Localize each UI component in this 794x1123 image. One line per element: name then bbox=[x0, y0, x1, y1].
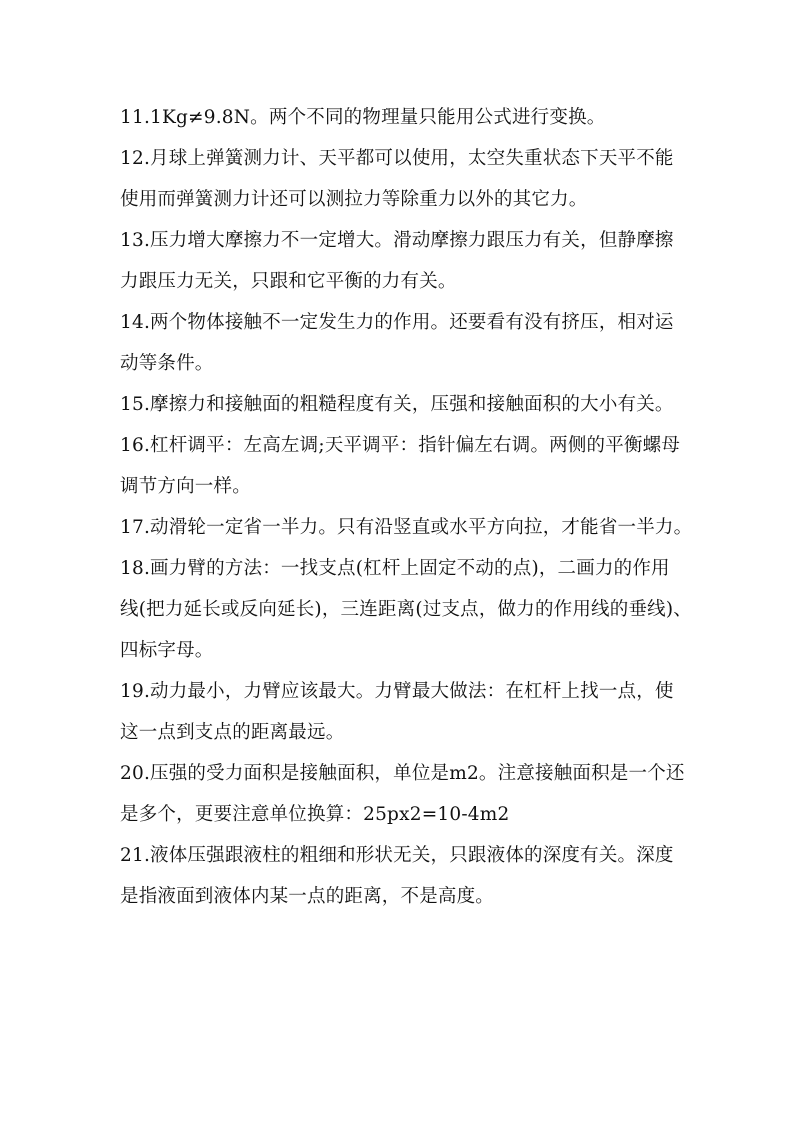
text-line-14b: 动等条件。 bbox=[120, 353, 214, 374]
text-line-13a: 13.压力增大摩擦力不一定增大。滑动摩擦力跟压力有关，但静摩擦 bbox=[120, 230, 674, 251]
text-line-18a: 18.画力臂的方法：一找支点(杠杆上固定不动的点)，二画力的作用 bbox=[120, 558, 670, 579]
text-line-12a: 12.月球上弹簧测力计、天平都可以使用，太空失重状态下天平不能 bbox=[120, 148, 674, 169]
text-line-12b: 使用而弹簧测力计还可以测拉力等除重力以外的其它力。 bbox=[120, 189, 588, 210]
text-line-18b: 线(把力延长或反向延长)，三连距离(过支点，做力的作用线的垂线)、 bbox=[120, 599, 692, 620]
text-line-15: 15.摩擦力和接触面的粗糙程度有关，压强和接触面积的大小有关。 bbox=[120, 394, 674, 415]
text-line-20a: 20.压强的受力面积是接触面积，单位是m2。注意接触面积是一个还 bbox=[120, 763, 685, 784]
text-line-20b: 是多个，更要注意单位换算：25px2=10-4m2 bbox=[120, 804, 510, 825]
text-line-13b: 力跟压力无关，只跟和它平衡的力有关。 bbox=[120, 271, 457, 292]
text-line-21b: 是指液面到液体内某一点的距离，不是高度。 bbox=[120, 886, 495, 907]
text-line-16b: 调节方向一样。 bbox=[120, 476, 251, 497]
text-line-21a: 21.液体压强跟液柱的粗细和形状无关，只跟液体的深度有关。深度 bbox=[120, 845, 674, 866]
text-line-18c: 四标字母。 bbox=[120, 640, 214, 661]
text-line-19a: 19.动力最小，力臂应该最大。力臂最大做法：在杠杆上找一点，使 bbox=[120, 681, 674, 702]
text-line-19b: 这一点到支点的距离最远。 bbox=[120, 722, 345, 743]
text-line-17: 17.动滑轮一定省一半力。只有沿竖直或水平方向拉，才能省一半力。 bbox=[120, 517, 693, 538]
text-line-16a: 16.杠杆调平：左高左调;天平调平：指针偏左右调。两侧的平衡螺母 bbox=[120, 435, 681, 456]
text-line-14a: 14.两个物体接触不一定发生力的作用。还要看有没有挤压，相对运 bbox=[120, 312, 674, 333]
text-line-11: 11.1Kg≠9.8N。两个不同的物理量只能用公式进行变换。 bbox=[120, 107, 606, 128]
document-body bbox=[120, 104, 700, 924]
